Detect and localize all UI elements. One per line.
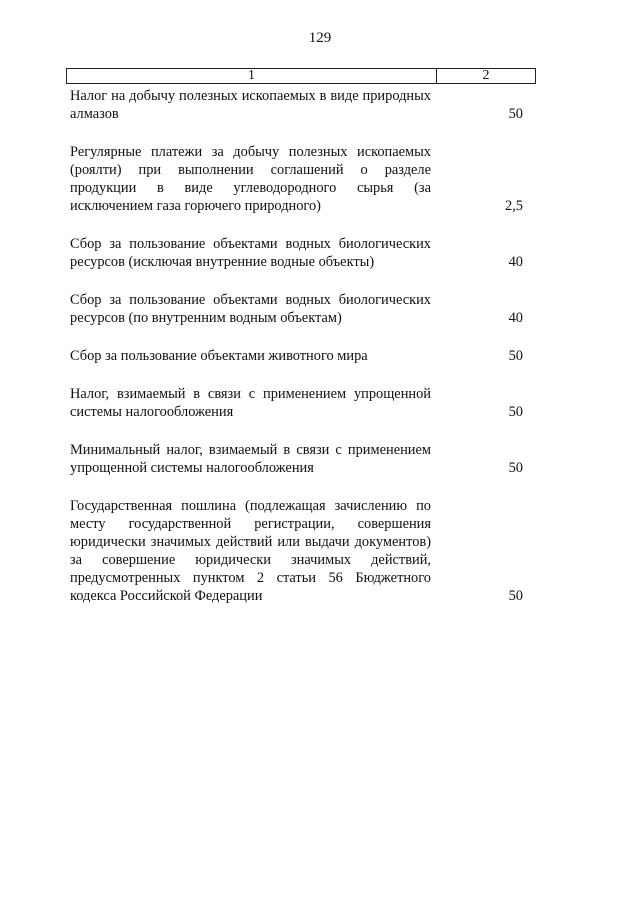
table-body: [70, 87, 525, 625]
row-value: 2,5: [505, 198, 523, 214]
table-row: [70, 291, 525, 327]
row-description: Сбор за пользование объектами животного мира: [70, 348, 368, 364]
row-description: Налог на добычу полезных ископаемых в виде природных алмазов: [70, 88, 431, 122]
row-description: Налог, взимаемый в связи с применением упрощенной системы налогообложения: [70, 386, 431, 420]
table-row: [70, 143, 525, 215]
row-value: 50: [508, 404, 523, 420]
row-value: 40: [508, 310, 523, 326]
column-header-2: 2: [482, 68, 490, 83]
row-description: Регулярные платежи за добычу полезных ископаемых (роялти) при выполнении соглашений о разделе продукции в виде углеводородного сырья (за исключением газа горючего природного): [70, 144, 431, 214]
row-value: 40: [508, 254, 523, 270]
row-description: Минимальный налог, взимаемый в связи с применением упрощенной системы налогообложения: [70, 442, 431, 476]
row-value: 50: [508, 348, 523, 364]
row-value: 50: [508, 460, 523, 476]
table-header: [66, 68, 536, 84]
row-description: Сбор за пользование объектами водных биологических ресурсов (по внутренним водным объектам): [70, 292, 431, 326]
row-value: 50: [508, 106, 523, 122]
table-row: [70, 235, 525, 271]
column-header-1: 1: [67, 69, 437, 83]
row-value: 50: [508, 588, 523, 604]
table-row: [70, 87, 525, 123]
row-description: Сбор за пользование объектами водных биологических ресурсов (исключая внутренние водные объекты): [70, 236, 431, 270]
page-number: 129: [308, 30, 332, 46]
table-row: [70, 347, 525, 365]
table-row: [70, 385, 525, 421]
table-row: [70, 497, 525, 605]
table-row: [70, 441, 525, 477]
row-description: Государственная пошлина (подлежащая зачислению по месту государственной регистрации, совершения юридически значимых действий или выдачи документов) за совершение юридически значимых действий, предусмотренных пунктом 2 статьи 56 Бюджетного кодекса Российской Федерации: [70, 498, 431, 604]
